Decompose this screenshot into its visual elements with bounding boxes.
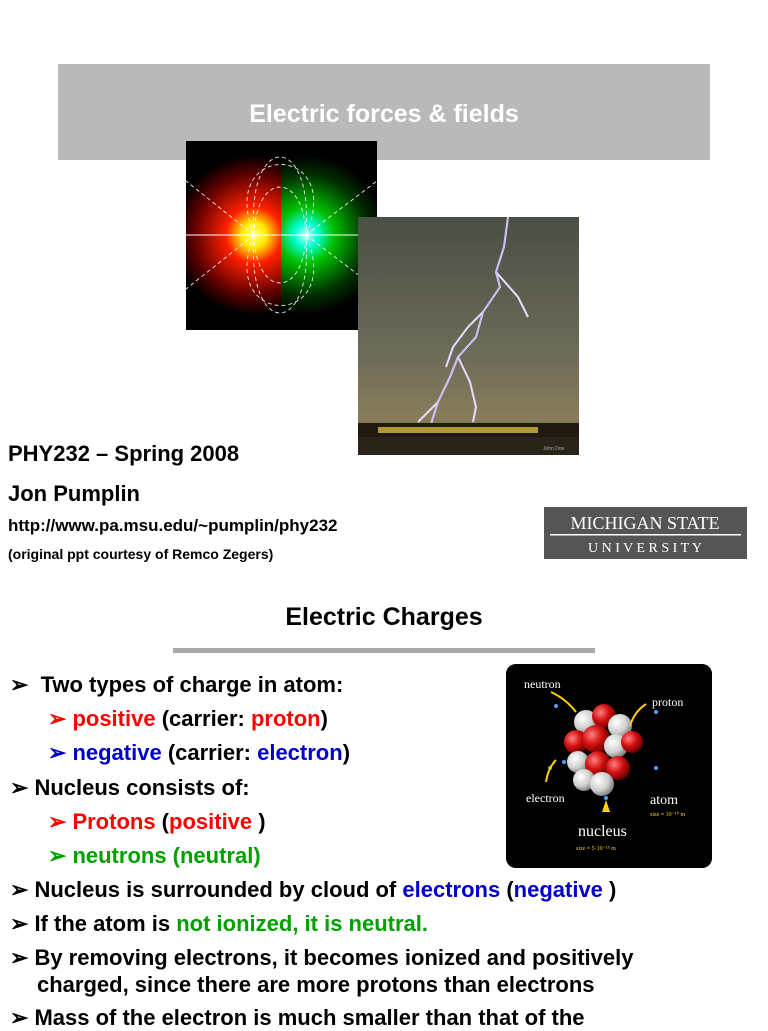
arrow-bullet-icon: ➢	[10, 672, 29, 697]
bullet-neutral-atom: ➢ If the atom is not ionized, it is neutral.	[10, 911, 429, 936]
bullet-ionization: ➢ By removing electrons, it becomes ionized and positively	[10, 945, 634, 970]
subbullet-neutrons: ➢ neutrons (neutral)	[48, 843, 261, 868]
title-divider	[173, 648, 595, 653]
atom-diagram	[506, 664, 712, 868]
msu-logo-line1: MICHIGAN STATE	[570, 513, 720, 533]
bullet-electron-cloud: ➢ Nucleus is surrounded by cloud of electrons (negative )	[10, 877, 617, 902]
subbullet-negative: ➢ negative (carrier: electron)	[48, 740, 351, 765]
nucleus-label: nucleus	[578, 823, 627, 840]
msu-logo-line2: U N I V E R S I T Y	[588, 541, 702, 556]
course-url[interactable]: http://www.pa.msu.edu/~pumplin/phy232	[8, 516, 338, 535]
arrow-bullet-icon: ➢	[10, 1005, 29, 1030]
nucleus-size-label: size ≈ 5·10⁻¹⁵ m	[576, 846, 616, 852]
arrow-bullet-icon: ➢	[10, 945, 29, 970]
lightning-photo	[358, 217, 579, 455]
msu-logo	[544, 507, 747, 559]
arrow-bullet-icon: ➢	[10, 775, 29, 800]
bullet-electron-mass: ➢ Mass of the electron is much smaller than that of the	[10, 1005, 585, 1030]
photo-credit: John Doe	[543, 446, 565, 452]
arrow-bullet-icon: ➢	[10, 877, 29, 902]
section-title: Electric Charges	[285, 603, 483, 631]
bullet-ionization-cont: charged, since there are more protons than electrons	[37, 972, 595, 997]
bullet-nucleus: ➢ Nucleus consists of:	[10, 775, 250, 800]
course-name: PHY232 – Spring 2008	[8, 441, 240, 466]
bullet-charge-types: ➢ Two types of charge in atom:	[10, 672, 344, 697]
slide-title: Electric forces & fields	[249, 100, 519, 128]
arrow-bullet-icon: ➢	[48, 740, 67, 765]
arrow-bullet-icon: ➢	[48, 706, 67, 731]
courtesy-note: (original ppt courtesy of Remco Zegers)	[8, 546, 274, 562]
neutron-label: neutron	[524, 677, 561, 691]
subbullet-positive: ➢ positive (carrier: proton)	[48, 706, 328, 731]
arrow-bullet-icon: ➢	[10, 911, 29, 936]
electric-field-image	[186, 141, 377, 330]
atom-label: atom	[650, 793, 678, 808]
atom-size-label: size ≈ 10⁻¹⁰ m	[650, 812, 686, 818]
proton-label: proton	[652, 695, 684, 709]
author-name: Jon Pumplin	[8, 481, 140, 506]
electron-label: electron	[526, 791, 565, 805]
arrow-bullet-icon: ➢	[48, 843, 67, 868]
arrow-bullet-icon: ➢	[48, 809, 67, 834]
subbullet-protons: ➢ Protons (positive )	[48, 809, 266, 834]
